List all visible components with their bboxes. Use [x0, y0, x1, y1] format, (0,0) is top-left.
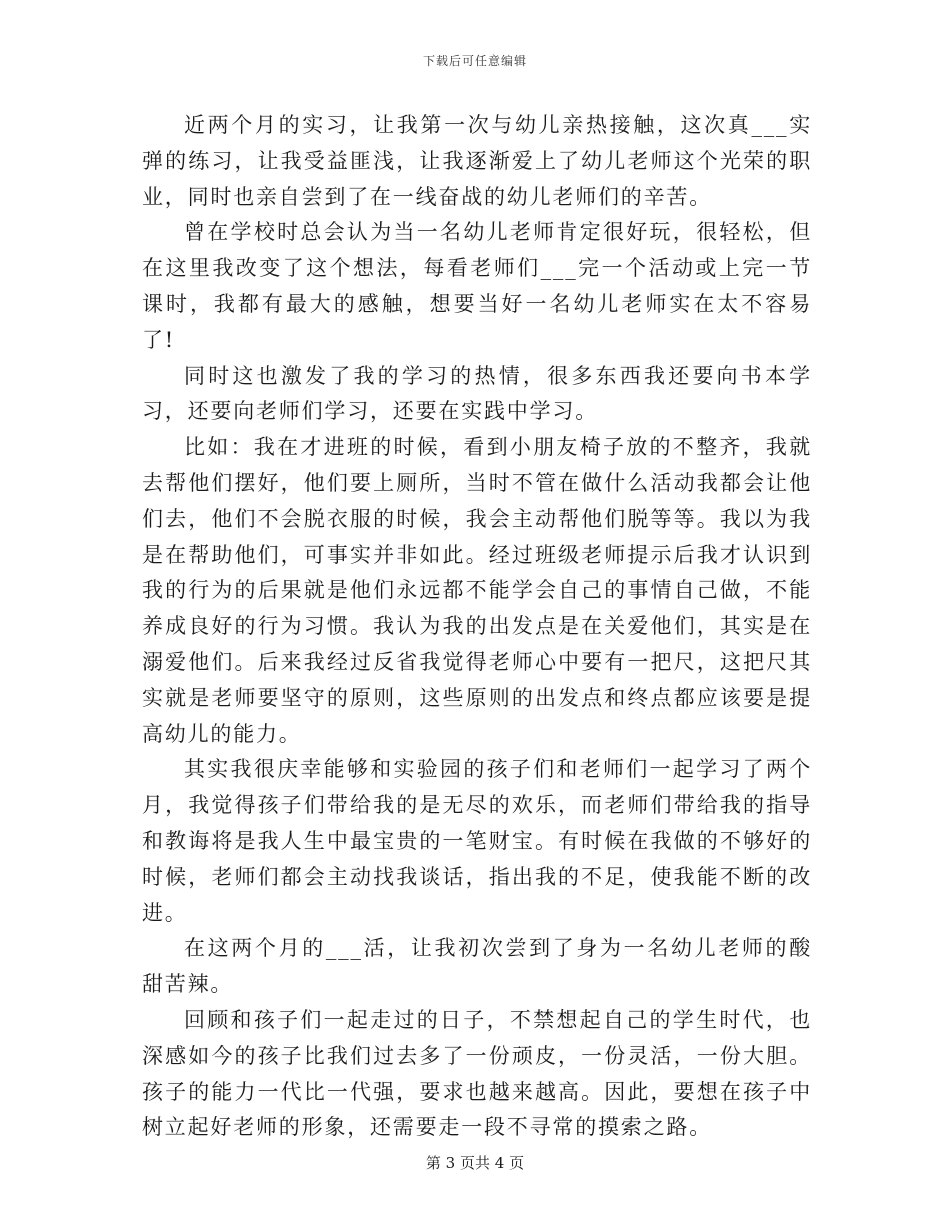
page-header: 下载后可任意编辑 [422, 54, 527, 68]
page-number: 第 3 页共 4 页 [425, 1154, 525, 1172]
document-body [142, 108, 812, 1146]
paragraph: 曾在学校时总会认为当一名幼儿老师肯定很好玩，很轻松，但在这里我改变了这个想法，每看老师们___完一个活动或上完一节课时，我都有最大的感触，想要当好一名幼儿老师实在太不容易了! [142, 220, 812, 352]
paragraph: 比如：我在才进班的时候，看到小朋友椅子放的不整齐，我就去帮他们摆好，他们要上厕所，当时不管在做什么活动我都会让他们去，他们不会脱衣服的时候，我会主动帮他们脱等等。我以为我是在帮助他们，可事实并非如此。经过班级老师提示后我才认识到我的行为的后果就是他们永远都不能学会自己的事情自己做，不能养成良好的行为习惯。我认为我的出发点是在关爱他们，其实是在溺爱他们。后来我经过反省我觉得老师心中要有一把尺，这把尺其实就是老师要坚守的原则，这些原则的出发点和终点都应该要是提高幼儿的能力。 [142, 435, 812, 746]
paragraph: 其实我很庆幸能够和实验园的孩子们和老师们一起学习了两个月，我觉得孩子们带给我的是无尽的欢乐，而老师们带给我的指导和教诲将是我人生中最宝贵的一笔财宝。有时候在我做的不够好的时候，老师们都会主动找我谈话，指出我的不足，使我能不断的改进。 [142, 757, 812, 925]
paragraph: 在这两个月的___活，让我初次尝到了身为一名幼儿老师的酸甜苦辣。 [142, 936, 812, 997]
paragraph: 近两个月的实习，让我第一次与幼儿亲热接触，这次真___实弹的练习，让我受益匪浅，让我逐渐爱上了幼儿老师这个光荣的职业，同时也亲自尝到了在一线奋战的幼儿老师们的辛苦。 [142, 113, 812, 209]
paragraph: 回顾和孩子们一起走过的日子，不禁想起自己的学生时代，也深感如今的孩子比我们过去多了一份顽皮，一份灵活，一份大胆。孩子的能力一代比一代强，要求也越来越高。因此，要想在孩子中树立起好老师的形象，还需要走一段不寻常的摸索之路。 [142, 1007, 812, 1140]
paragraph: 同时这也激发了我的学习的热情，很多东西我还要向书本学习，还要向老师们学习，还要在实践中学习。 [142, 363, 812, 424]
